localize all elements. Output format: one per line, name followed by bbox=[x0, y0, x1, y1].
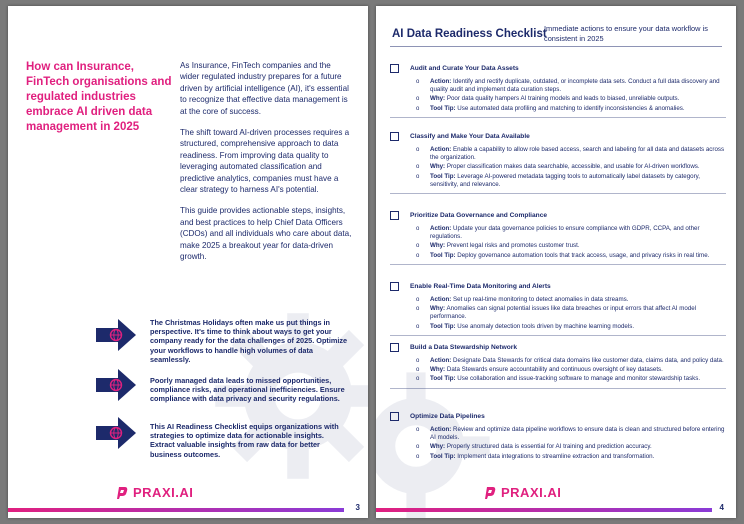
list-item: o Tool Tip: Leverage AI-powered metadata tagging tools to automatically label datasets by category, sensitivity, and relevance. bbox=[416, 173, 726, 189]
divider bbox=[390, 46, 722, 47]
brand-logo bbox=[484, 485, 561, 500]
brand-name: PRAXI.AI bbox=[133, 485, 194, 500]
checkbox[interactable] bbox=[390, 282, 399, 291]
checkbox[interactable] bbox=[390, 343, 399, 352]
callout-text: The Christmas Holidays often make us put things in perspective. It's time to think about ways to get your company ready for the data challenges of 2025. Optimize your workflows to handle high volumes of data seamlessly. bbox=[150, 318, 348, 364]
praxi-logo-icon bbox=[116, 486, 128, 500]
page-title: AI Data Readiness Checklist bbox=[392, 28, 547, 40]
checkbox[interactable] bbox=[390, 412, 399, 421]
section-title: Enable Real-Time Data Monitoring and Alerts bbox=[410, 283, 551, 290]
section-title: Prioritize Data Governance and Compliance bbox=[410, 212, 548, 219]
page-heading: How can Insurance, FinTech organisations and regulated industries embrace AI driven data management in 2025 bbox=[26, 61, 172, 133]
page-number: 4 bbox=[719, 503, 724, 512]
page-4 bbox=[376, 6, 736, 518]
callout bbox=[94, 368, 364, 404]
section-title: Audit and Curate Your Data Assets bbox=[410, 65, 519, 72]
list-item: o Why: Prevent legal risks and promotes customer trust. bbox=[416, 242, 726, 250]
page-3 bbox=[8, 6, 368, 518]
checkbox[interactable] bbox=[390, 132, 399, 141]
list-item: o Action: Update your data governance policies to ensure compliance with GDPR, CCPA, and other regulations. bbox=[416, 225, 726, 241]
list-item: o Why: Proper classification makes data searchable, accessible, and usable for AI-driven workflows. bbox=[416, 163, 726, 171]
checklist-section bbox=[390, 64, 726, 118]
page-number: 3 bbox=[355, 503, 360, 512]
list-item: o Action: Designate Data Stewards for critical data domains like customer data, claims data, and policy data. bbox=[416, 357, 726, 365]
checklist-section bbox=[390, 412, 726, 462]
callout-text: Poorly managed data leads to missed opportunities, compliance risks, and operational inefficiencies. Ensure compliance with data privacy and security regulations. bbox=[150, 376, 345, 404]
intro-paragraph: As Insurance, FinTech companies and the wider regulated industry prepares for a future driven by artificial intelligence (AI), it's essential to recognize that effective data management is at the core of success. bbox=[180, 61, 349, 116]
footer-gradient-bar bbox=[8, 508, 344, 512]
arrow-globe-icon bbox=[94, 318, 138, 352]
list-item: o Tool Tip: Use anomaly detection tools driven by machine learning models. bbox=[416, 323, 726, 331]
praxi-logo-icon bbox=[484, 486, 496, 500]
footer-gradient-bar bbox=[376, 508, 712, 512]
page-subtitle: Immediate actions to ensure your data workflow is consistent in 2025 bbox=[544, 24, 708, 43]
brand-name: PRAXI.AI bbox=[501, 485, 562, 500]
list-item: o Tool Tip: Deploy governance automation tools that track access, usage, and privacy risks in real time. bbox=[416, 252, 726, 260]
checklist-section bbox=[390, 282, 726, 336]
callout bbox=[94, 416, 364, 459]
arrow-globe-icon bbox=[94, 416, 138, 450]
list-item: o Tool Tip: Implement data integrations to streamline extraction and transformation. bbox=[416, 453, 726, 461]
callout bbox=[94, 318, 364, 364]
section-title: Optimize Data Pipelines bbox=[410, 413, 485, 420]
list-item: o Action: Review and optimize data pipeline workflows to ensure data is clean and structured before entering AI models. bbox=[416, 426, 726, 442]
list-item: o Why: Data Stewards ensure accountability and continuous oversight of key datasets. bbox=[416, 366, 726, 374]
callout-text: This AI Readiness Checklist equips organizations with strategies to optimize data for actionable insights. Extract valuable insights from raw data for better business outcomes. bbox=[150, 422, 339, 459]
arrow-globe-icon bbox=[94, 368, 138, 402]
list-item: o Why: Anomalies can signal potential issues like data breaches or input errors that affect AI model performance. bbox=[416, 305, 726, 321]
list-item: o Action: Identify and rectify duplicate, outdated, or incomplete data sets. Conduct a full data discovery and quality audit and implement data curation steps. bbox=[416, 78, 726, 94]
checklist-section bbox=[390, 211, 726, 265]
divider bbox=[390, 335, 726, 336]
list-item: o Tool Tip: Use collaboration and issue-tracking software to manage and monitor stewardship tasks. bbox=[416, 375, 726, 383]
list-item: o Action: Set up real-time monitoring to detect anomalies in data streams. bbox=[416, 296, 726, 304]
checkbox[interactable] bbox=[390, 211, 399, 220]
list-item: o Why: Properly structured data is essential for AI training and prediction accuracy. bbox=[416, 443, 726, 451]
intro-paragraph: This guide provides actionable steps, insights, and best practices to help Chief Data Officers (CDOs) and all individuals who care about data, make 2025 a breakout year for data-driven growth. bbox=[180, 206, 352, 262]
divider bbox=[390, 193, 726, 194]
checkbox[interactable] bbox=[390, 64, 399, 73]
intro-text bbox=[180, 60, 352, 273]
list-item: o Tool Tip: Use automated data profiling and matching to identify inconsistencies & anomalies. bbox=[416, 105, 726, 113]
checklist-section bbox=[390, 343, 726, 389]
section-title: Classify and Make Your Data Available bbox=[410, 133, 530, 140]
divider bbox=[390, 117, 726, 118]
brand-logo bbox=[116, 485, 193, 500]
intro-paragraph: The shift toward AI-driven processes requires a structured, comprehensive approach to data readiness. From improving data quality to leveraging automated classification and predictive analytics, companies must have a clear strategy to harness AI's potential. bbox=[180, 128, 350, 195]
divider bbox=[390, 264, 726, 265]
checklist-section bbox=[390, 132, 726, 194]
divider bbox=[390, 388, 726, 389]
section-title: Build a Data Stewardship Network bbox=[410, 344, 517, 351]
list-item: o Action: Enable a capability to allow role based access, search and labeling for all data and datasets across the organization. bbox=[416, 146, 726, 162]
list-item: o Why: Poor data quality hampers AI training models and leads to biased, unreliable outputs. bbox=[416, 95, 726, 103]
